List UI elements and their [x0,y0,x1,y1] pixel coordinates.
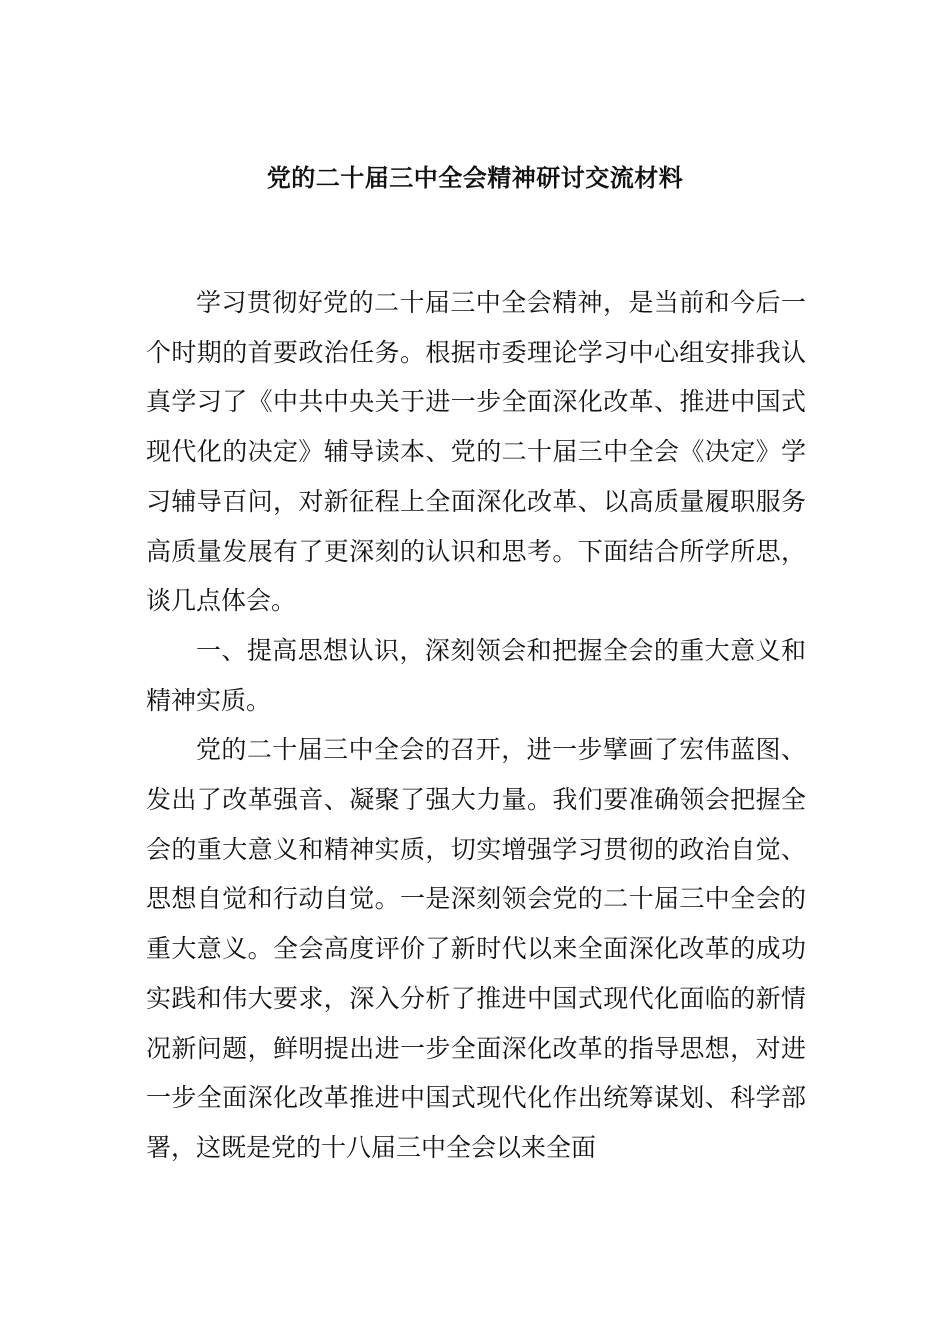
paragraph-section-heading: 一、提高思想认识，深刻领会和把握全会的重大意义和精神实质。 [146,635,806,715]
document-title: 党的二十届三中全会精神研讨交流材料 [266,164,684,192]
document-body [146,278,806,1173]
paragraph-intro: 学习贯彻好党的二十届三中全会精神，是当前和今后一个时期的首要政治任务。根据市委理论学习中心组安排我认真学习了《中共中央关于进一步全面深化改革、推进中国式现代化的决定》辅导读本、党的二十届三中全会《决定》学习辅导百问，对新征程上全面深化改革、以高质量履职服务高质量发展有了更深刻的认识和思考。下面结合所学所思，谈几点体会。 [146,288,806,616]
paragraph-body: 党的二十届三中全会的召开，进一步擘画了宏伟蓝图、发出了改革强音、凝聚了强大力量。我们要准确领会把握全会的重大意义和精神实质，切实增强学习贯彻的政治自觉、思想自觉和行动自觉。一是深刻领会党的二十届三中全会的重大意义。全会高度评价了新时代以来全面深化改革的成功实践和伟大要求，深入分析了推进中国式现代化面临的新情况新问题，鲜明提出进一步全面深化改革的指导思想，对进一步全面深化改革推进中国式现代化作出统筹谋划、科学部署，这既是党的十八届三中全会以来全面 [146,735,806,1162]
